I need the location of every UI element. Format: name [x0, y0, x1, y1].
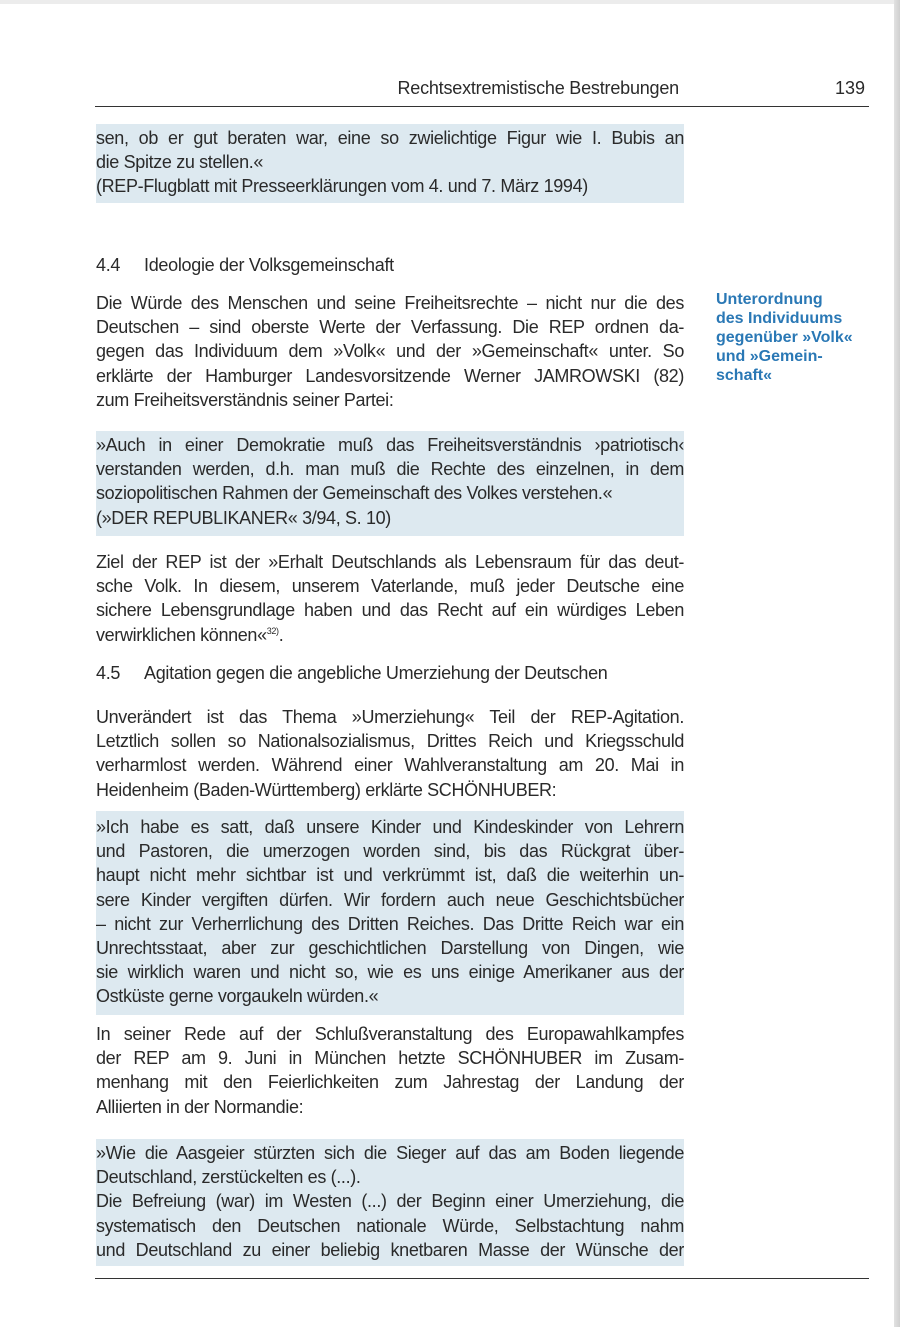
paragraph-line: menhang mit den Feierlichkeiten zum Jahrestag der Landung der — [96, 1072, 684, 1093]
quote-line: »Auch in einer Demokratie muß das Freiheitsverständnis ›patriotisch‹ — [96, 435, 684, 455]
quote-line: »Ich habe es satt, daß unsere Kinder und Kindeskinder von Lehrern — [96, 817, 684, 837]
section-heading-4-5 — [96, 663, 608, 684]
paragraph-line: Deutschen – sind oberste Werte der Verfassung. Die REP ordnen da- — [96, 317, 684, 338]
paragraph-line: Letztlich sollen so Nationalsozialismus, Drittes Reich und Kriegsschuld — [96, 731, 684, 752]
margin-note-line: und »Gemein- — [716, 348, 823, 365]
footnote-reference: 32) — [266, 625, 279, 636]
paragraph-line: Unverändert ist das Thema »Umerziehung« Teil der REP-Agitation. — [96, 707, 684, 727]
margin-note-line: gegenüber »Volk« — [716, 329, 853, 346]
running-header — [95, 78, 869, 107]
quote-line: Die Befreiung (war) im Westen (...) der Beginn einer Umerziehung, die — [96, 1191, 684, 1212]
paragraph-line: der REP am 9. Juni in München hetzte SCHÖNHUBER im Zusam- — [96, 1048, 684, 1069]
paragraph-line: Ziel der REP ist der »Erhalt Deutschlands als Lebensraum für das deut- — [96, 552, 684, 572]
quote-line: (»DER REPUBLIKANER« 3/94, S. 10) — [96, 507, 391, 528]
margin-note-line: des Individuums — [716, 310, 843, 327]
quote-line: sen, ob er gut beraten war, eine so zwielichtige Figur wie I. Bubis an — [96, 128, 684, 148]
paragraph-line: Alliierten in der Normandie: — [96, 1096, 304, 1117]
paragraph-line: erklärte der Hamburger Landesvorsitzende Werner JAMROWSKI (82) — [96, 365, 684, 386]
paragraph-line — [96, 623, 684, 647]
section-title: Agitation gegen die angebliche Umerziehung der Deutschen — [144, 663, 608, 683]
section-number: 4.4 — [96, 255, 121, 275]
paragraph-4 — [96, 1022, 684, 1119]
paragraph-line: verharmlost werden. Während einer Wahlveranstaltung am 20. Mai in — [96, 755, 684, 776]
section-number: 4.5 — [96, 663, 121, 683]
page-right-edge — [894, 0, 900, 1327]
quote-line: die Spitze zu stellen.« — [96, 152, 264, 173]
paragraph-line: In seiner Rede auf der Schlußveranstaltung des Europawahlkampfes — [96, 1024, 684, 1044]
quote-line: und Deutschland zu einer beliebig knetbaren Masse der Wünsche der — [96, 1239, 684, 1260]
quote-line: und Pastoren, die umerzogen worden sind, bis das Rückgrat über- — [96, 841, 684, 862]
quote-line: (REP-Flugblatt mit Presseerklärungen vom 4. und 7. März 1994) — [96, 176, 588, 197]
margin-note-line: Unterordnung — [716, 291, 823, 308]
quote-line: »Wie die Aasgeier stürzten sich die Sieger auf das am Boden liegende — [96, 1143, 684, 1163]
quote-line: Ostküste gerne vorgaukeln würden.« — [96, 986, 379, 1007]
footer-rule — [95, 1278, 869, 1279]
margin-note — [716, 290, 876, 385]
quote-line: systematisch den Deutschen nationale Würde, Selbstachtung nahm — [96, 1215, 684, 1236]
quote-line: – nicht zur Verherrlichung des Dritten Reiches. Das Dritte Reich war ein — [96, 913, 684, 934]
page-top-edge — [0, 0, 900, 4]
quote-line: soziopolitischen Rahmen der Gemeinschaft des Volkes verstehen.« — [96, 483, 613, 504]
quote-line: sere Kinder vergiften dürfen. Wir fordern auch neue Geschichtsbücher — [96, 889, 684, 910]
paragraph-text: verwirklichen können« — [96, 624, 267, 645]
paragraph-line: gegen das Individuum dem »Volk« und der »Gemeinschaft« unter. So — [96, 341, 684, 362]
margin-note-line: schaft« — [716, 367, 773, 384]
paragraph-line: sichere Lebensgrundlage haben und das Recht auf ein würdiges Leben — [96, 600, 684, 621]
section-title: Ideologie der Volksgemeinschaft — [144, 255, 394, 275]
paragraph-3 — [96, 705, 684, 802]
paragraph-line: sche Volk. In diesem, unserem Vaterlande, muß jeder Deutsche eine — [96, 576, 684, 597]
quote-line: sie wirklich waren und nicht so, wie es uns einige Amerikaner aus der — [96, 962, 684, 983]
quote-block-1 — [96, 124, 684, 203]
paragraph-1 — [96, 291, 684, 412]
section-heading-4-4 — [96, 255, 394, 276]
quote-block-4 — [96, 1139, 684, 1266]
paragraph-line: Heidenheim (Baden-Württemberg) erklärte SCHÖNHUBER: — [96, 779, 557, 800]
paragraph-text: . — [278, 624, 284, 645]
paragraph-line: zum Freiheitsverständnis seiner Partei: — [96, 389, 394, 410]
quote-block-3 — [96, 811, 684, 1015]
quote-line: haupt nicht mehr sichtbar ist und verkrümmt ist, daß die weiterhin un- — [96, 865, 684, 886]
paragraph-2 — [96, 550, 684, 647]
quote-line: Unrechtsstaat, aber zur geschichtlichen Darstellung von Dingen, wie — [96, 937, 684, 958]
paragraph-line: Die Würde des Menschen und seine Freiheitsrechte – nicht nur die des — [96, 293, 684, 313]
quote-line: verstanden werden, d.h. man muß die Rechte des einzelnen, in dem — [96, 459, 684, 480]
quote-line: Deutschland, zerstückelten es (...). — [96, 1167, 361, 1188]
running-header-title: Rechtsextremistische Bestrebungen — [397, 78, 679, 98]
quote-block-2 — [96, 431, 684, 536]
page-number: 139 — [834, 78, 865, 98]
